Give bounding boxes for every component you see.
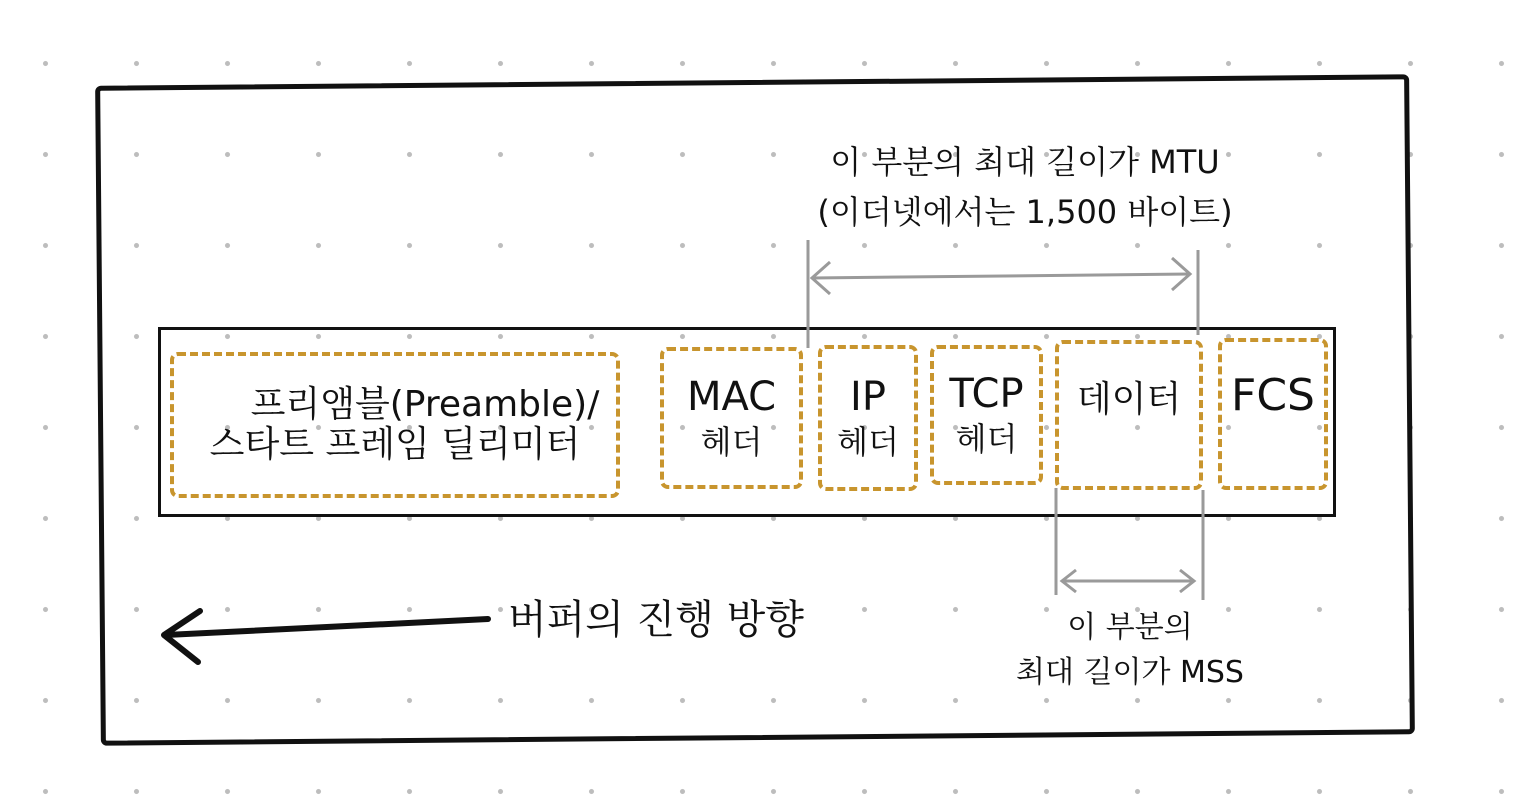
- data-label: 데이터: [1076, 379, 1182, 420]
- preamble-label: 프리앰블(Preamble)/: [250, 384, 600, 426]
- ip-label: IP: [850, 374, 886, 421]
- tcp-header-field: [930, 345, 1043, 485]
- mtu-label-line2: (이더넷에서는 1,500 바이트): [817, 192, 1233, 231]
- ip-header-field: [818, 345, 918, 491]
- data-field: [1055, 340, 1203, 490]
- arrow-left-icon: [164, 611, 488, 662]
- mac-header-field: [660, 347, 803, 489]
- mtu-annotation: [790, 138, 1260, 237]
- mac-label: MAC: [686, 374, 777, 421]
- mss-label-line1: 이 부분의: [1067, 610, 1193, 645]
- fcs-field: [1218, 338, 1328, 490]
- fcs-label: FCS: [1231, 370, 1315, 421]
- ip-header-label: 헤더: [837, 423, 899, 462]
- mtu-arrow: [812, 274, 1190, 278]
- preamble-field: [170, 352, 620, 498]
- tcp-label: TCP: [949, 371, 1024, 418]
- buffer-direction-label: 버퍼의 진행 방향: [508, 597, 804, 643]
- mss-annotation: [1000, 605, 1260, 695]
- mtu-label-line1: 이 부분의 최대 길이가 MTU: [830, 143, 1220, 181]
- mac-header-label: 헤더: [700, 423, 763, 462]
- tcp-header-label: 헤더: [955, 420, 1018, 459]
- sfd-label: 스타트 프레임 딜리미터: [209, 424, 581, 465]
- mss-label-line2: 최대 길이가 MSS: [1016, 655, 1244, 690]
